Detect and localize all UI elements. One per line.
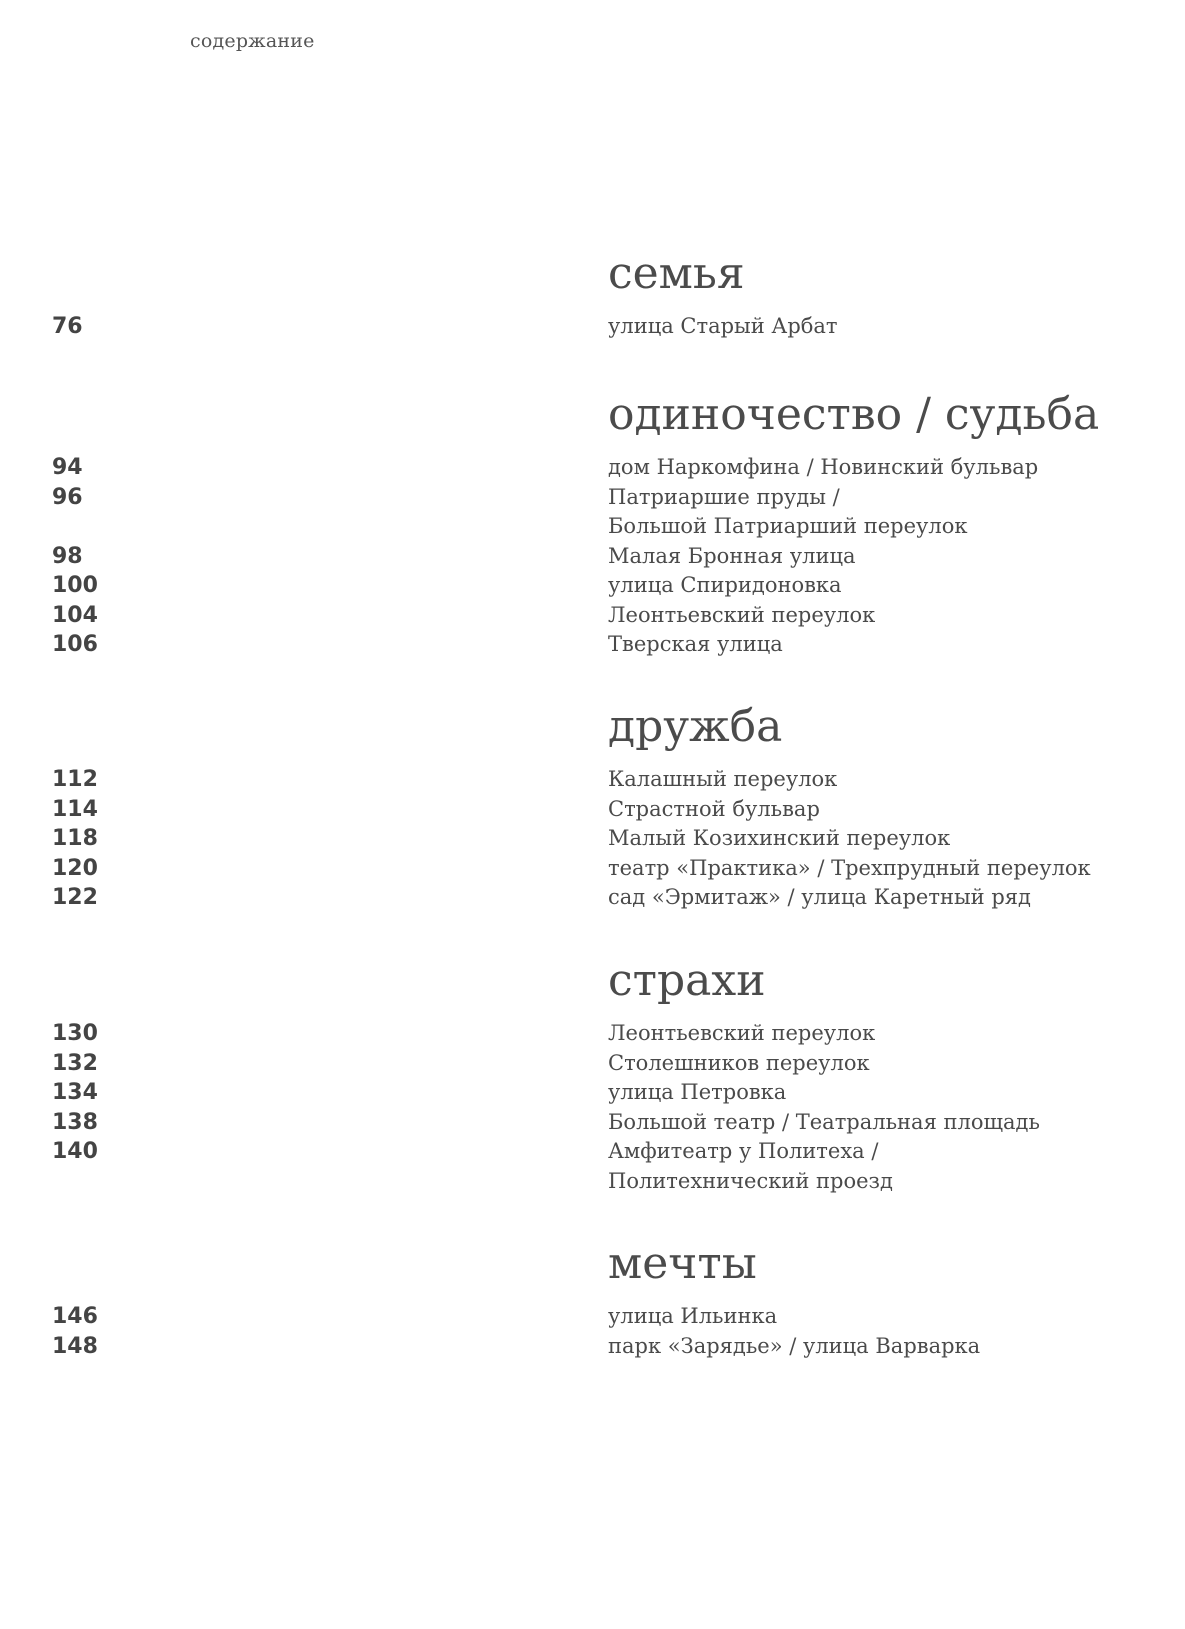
page-number: 118 xyxy=(52,826,98,851)
toc-entry xyxy=(0,883,1185,913)
entry-title-line: Политехнический проезд xyxy=(608,1168,893,1193)
entry-title-line: Леонтьевский переулок xyxy=(608,602,876,627)
page-number: 140 xyxy=(52,1139,98,1164)
page-number: 122 xyxy=(52,885,98,910)
entry-title xyxy=(608,1078,1178,1108)
entry-title xyxy=(608,1332,1178,1362)
page-number: 106 xyxy=(52,632,98,657)
page-number: 130 xyxy=(52,1021,98,1046)
entry-title xyxy=(608,453,1178,483)
entry-title xyxy=(608,1108,1178,1138)
entry-title xyxy=(608,542,1178,572)
page-number: 94 xyxy=(52,455,83,480)
toc-entry xyxy=(0,1108,1185,1138)
page-number: 100 xyxy=(52,573,98,598)
toc-entry xyxy=(0,1078,1185,1108)
entry-title xyxy=(608,795,1178,825)
entry-title xyxy=(608,824,1178,854)
entry-title xyxy=(608,1302,1178,1332)
page-number: 96 xyxy=(52,484,83,510)
section-title: дружба xyxy=(608,701,783,752)
entry-title-line: театр «Практика» / Трехпрудный переулок xyxy=(608,855,1091,880)
entry-title xyxy=(608,1019,1178,1049)
section-title: мечты xyxy=(608,1238,757,1289)
entry-title-line: Малая Бронная улица xyxy=(608,543,856,568)
entry-title-line: Леонтьевский переулок xyxy=(608,1021,876,1045)
entry-title xyxy=(608,601,1178,631)
toc-entry xyxy=(0,453,1185,483)
toc-entry xyxy=(0,571,1185,601)
entry-title-line: Тверская улица xyxy=(608,632,783,656)
entry-title xyxy=(608,312,1178,342)
section-title: одиночество / судьба xyxy=(608,389,1100,440)
entry-title-line: Калашный переулок xyxy=(608,767,838,791)
section-title: страхи xyxy=(608,955,766,1006)
entry-title-line: парк «Зарядье» / улица Варварка xyxy=(608,1333,981,1358)
entry-title-line: сад «Эрмитаж» / улица Каретный ряд xyxy=(608,885,1031,909)
section-entries xyxy=(0,1302,1185,1361)
toc-entry xyxy=(0,483,1185,542)
toc-entry xyxy=(0,854,1185,884)
entry-title-line: Патриаршие пруды / xyxy=(608,484,840,509)
entry-title-line: Амфитеатр у Политеха / xyxy=(608,1139,879,1163)
entry-title xyxy=(608,883,1178,913)
entry-title-line: улица Ильинка xyxy=(608,1304,778,1328)
entry-title xyxy=(608,765,1178,795)
running-head: содержание xyxy=(190,30,315,52)
entry-title xyxy=(608,1049,1178,1079)
page-number: 112 xyxy=(52,767,98,792)
entry-title-line: Страстной бульвар xyxy=(608,796,820,821)
page-number: 134 xyxy=(52,1080,98,1105)
toc-entry xyxy=(0,1302,1185,1332)
toc-entry xyxy=(0,601,1185,631)
entry-title xyxy=(608,854,1178,884)
entry-title-line: улица Петровка xyxy=(608,1080,787,1104)
section-entries xyxy=(0,312,1185,342)
page-number: 148 xyxy=(52,1333,98,1359)
section-entries xyxy=(0,453,1185,660)
page-number: 132 xyxy=(52,1050,98,1076)
page-number: 146 xyxy=(52,1304,98,1329)
page-number: 104 xyxy=(52,602,98,628)
entry-title-line: Столешников переулок xyxy=(608,1050,870,1075)
toc-entry xyxy=(0,824,1185,854)
toc-entry xyxy=(0,1332,1185,1362)
entry-title-line: улица Старый Арбат xyxy=(608,314,838,338)
section-title: семья xyxy=(608,248,745,299)
toc-entry xyxy=(0,630,1185,660)
page-number: 120 xyxy=(52,855,98,881)
entry-title xyxy=(608,1137,1178,1196)
entry-title-line: дом Наркомфина / Новинский бульвар xyxy=(608,455,1039,479)
page-number: 138 xyxy=(52,1109,98,1135)
toc-entry xyxy=(0,1137,1185,1196)
entry-title xyxy=(608,630,1178,660)
toc-entry xyxy=(0,542,1185,572)
page-number: 98 xyxy=(52,543,83,569)
page-number: 114 xyxy=(52,796,98,822)
entry-title-line: Большой Патриарший переулок xyxy=(608,514,968,538)
entry-title xyxy=(608,483,1178,542)
entry-title-line: Большой театр / Театральная площадь xyxy=(608,1109,1040,1134)
toc-entry xyxy=(0,765,1185,795)
page-number: 76 xyxy=(52,314,83,339)
entry-title-line: улица Спиридоновка xyxy=(608,573,842,597)
entry-title xyxy=(608,571,1178,601)
section-entries xyxy=(0,765,1185,913)
toc-entry xyxy=(0,1049,1185,1079)
toc-entry xyxy=(0,312,1185,342)
section-entries xyxy=(0,1019,1185,1196)
toc-entry xyxy=(0,795,1185,825)
entry-title-line: Малый Козихинский переулок xyxy=(608,826,951,850)
toc-entry xyxy=(0,1019,1185,1049)
